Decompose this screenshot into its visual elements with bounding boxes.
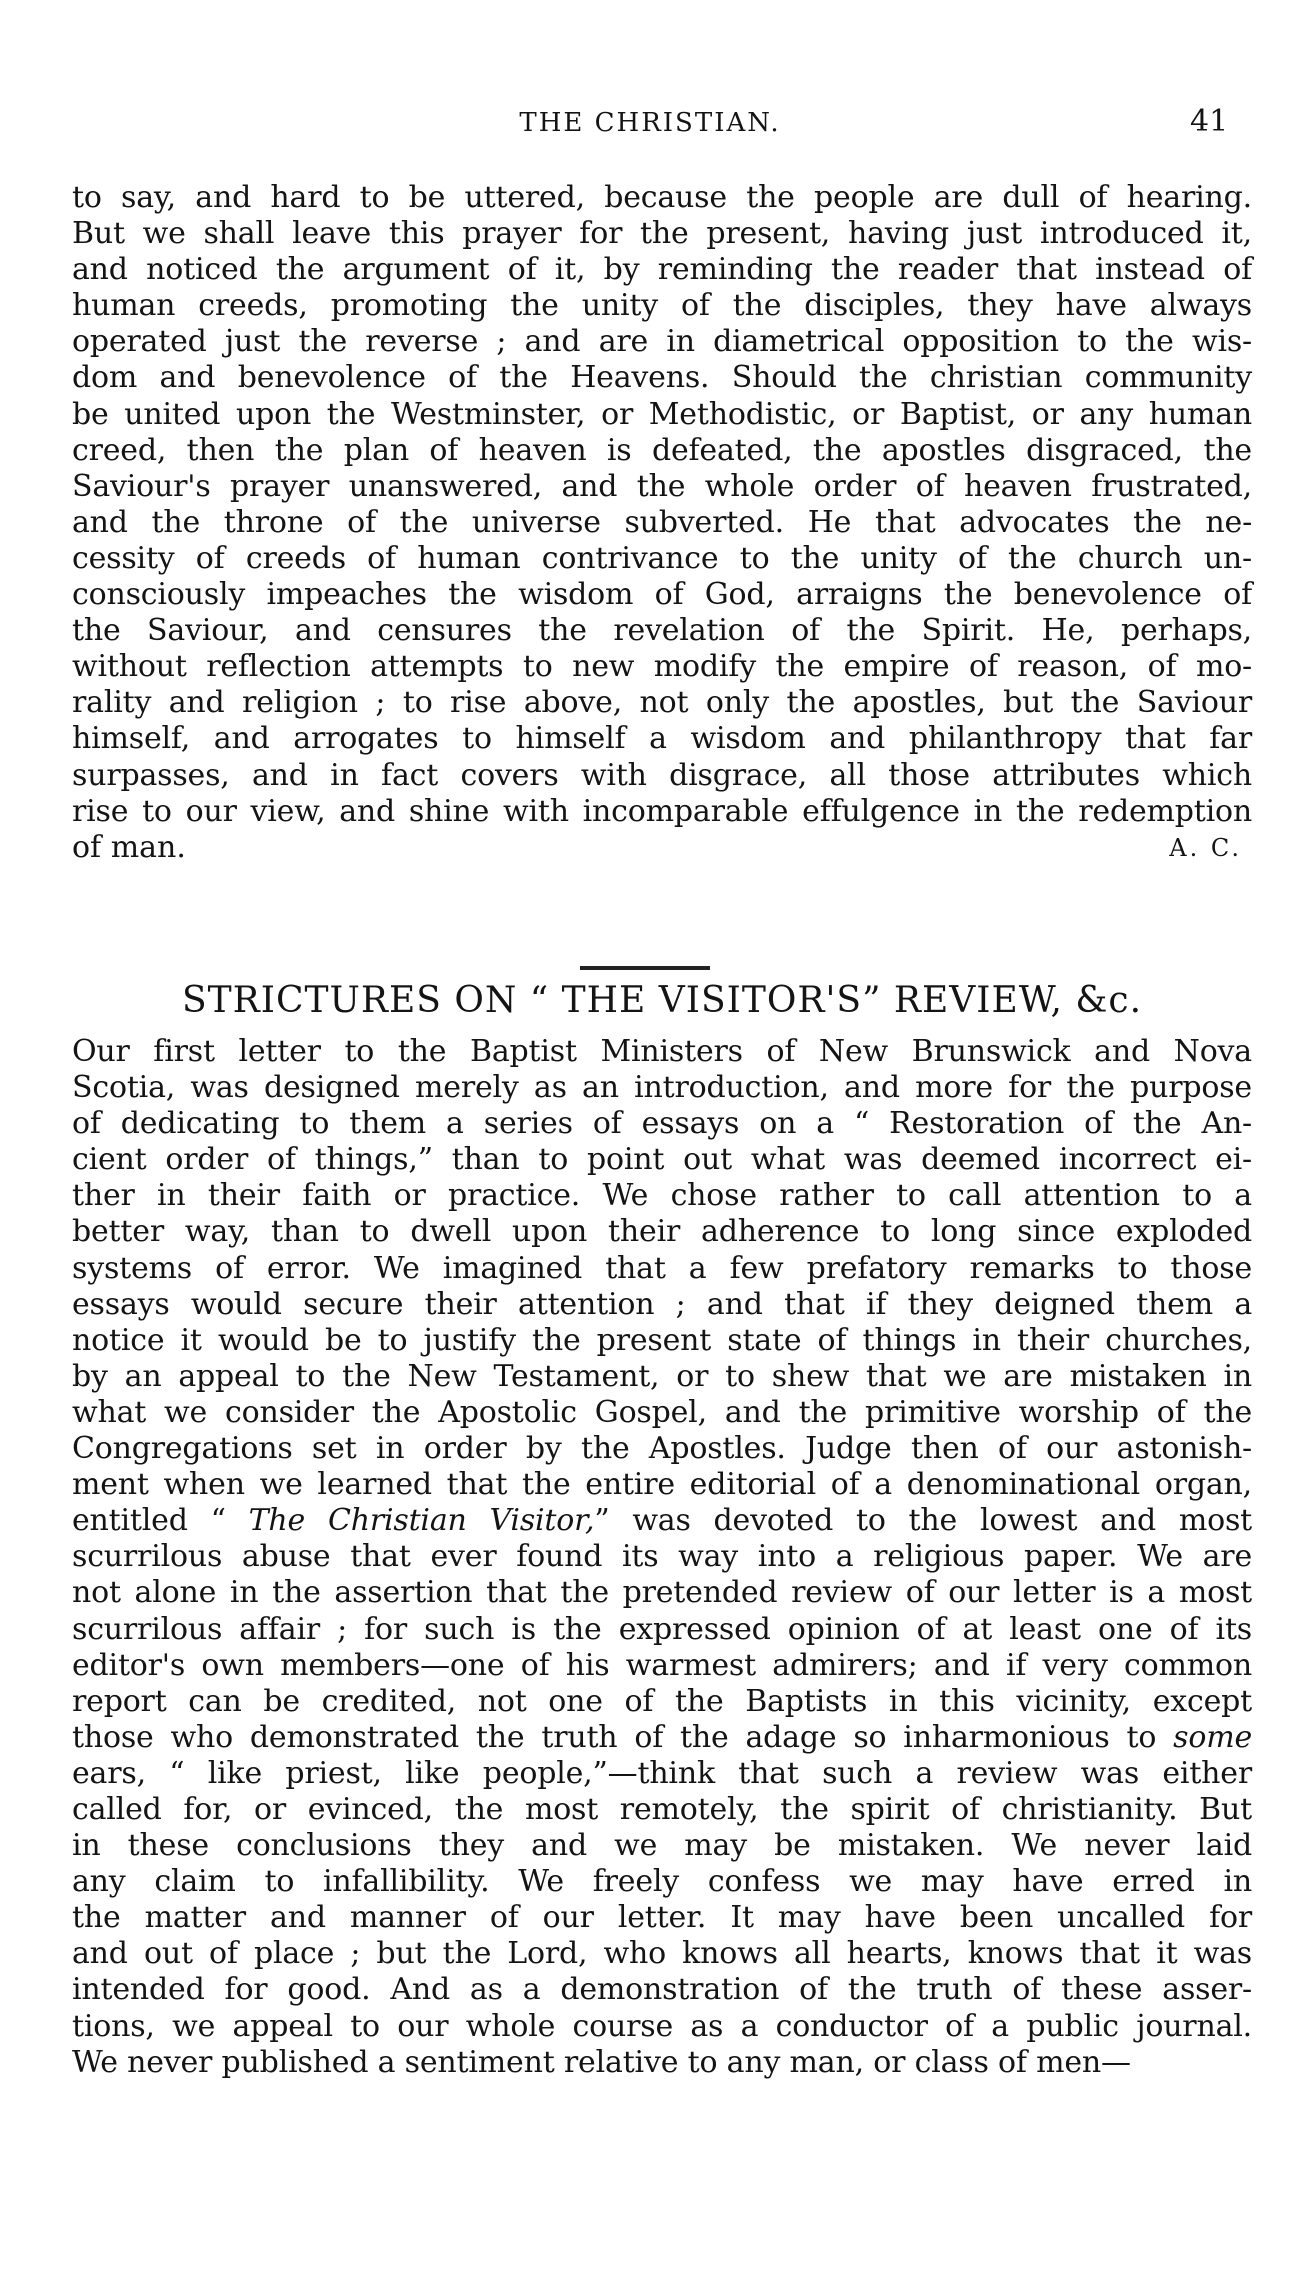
text-line: scurrilous affair ; for such is the expressed opinion of at least one of its: [72, 1611, 1252, 1647]
text-line: editor's own members—one of his warmest admirers; and if very common: [72, 1647, 1252, 1683]
text-line: ears, “ like priest, like people,”—think that such a review was either: [72, 1755, 1252, 1791]
text-line: We never published a sentiment relative to any man, or class of men—: [72, 2044, 1131, 2080]
text-line: human creeds, promoting the unity of the disciples, they have always: [72, 288, 1252, 324]
text-line: the Saviour, and censures the revelation of the Spirit. He, perhaps,: [72, 613, 1252, 649]
text-line: dom and benevolence of the Heavens. Should the christian community: [72, 360, 1252, 396]
closing-words: of man.: [72, 829, 186, 865]
text-line: the matter and manner of our letter. It may have been uncalled for: [72, 1900, 1252, 1936]
text-line: not alone in the assertion that the pretended review of our letter is a most: [72, 1575, 1252, 1611]
text-line: to say, and hard to be uttered, because the people are dull of hearing.: [72, 180, 1252, 215]
text-line: tions, we appeal to our whole course as a conductor of a public journal.: [72, 2008, 1252, 2044]
text-line: in these conclusions they and we may be mistaken. We never laid: [72, 1828, 1252, 1864]
text-line: of dedicating to them a series of essays on a “ Restoration of the An-: [72, 1106, 1252, 1142]
text-line: Congregations set in order by the Apostles. Judge then of our astonish-: [72, 1431, 1252, 1467]
section-divider-rule: [580, 966, 710, 970]
text-line: without reflection attempts to new modify the empire of reason, of mo-: [72, 649, 1252, 685]
text-line: essays would secure their attention ; and that if they deigned them a: [72, 1286, 1252, 1322]
periodical-title: The Christian Visitor,: [248, 1503, 595, 1539]
text-line: intended for good. And as a demonstration of the truth of these asser-: [72, 1972, 1252, 2008]
text-line: and the throne of the universe subverted. He that advocates the ne-: [72, 504, 1252, 540]
text-line: any claim to infallibility. We freely confess we may have erred in: [72, 1864, 1252, 1900]
text-line: Our first letter to the Baptist Ministers of New Brunswick and Nova: [72, 1034, 1252, 1069]
author-initials: A. C.: [1169, 833, 1242, 862]
text-line: report can be credited, not one of the Baptists in this vicinity, except: [72, 1683, 1252, 1719]
text-line: rise to our view, and shine with incomparable effulgence in the redemption: [72, 793, 1252, 829]
text-line: ment when we learned that the entire editorial of a denominational organ,: [72, 1467, 1252, 1503]
running-head: [0, 104, 1304, 148]
article-ac-body: [72, 180, 1252, 866]
section-heading: STRICTURES ON “ THE VISITOR'S” REVIEW, &c.: [181, 980, 1143, 1021]
strictures-article-body: [72, 1034, 1252, 2081]
text-line: operated just the reverse ; and are in diametrical opposition to the wis-: [72, 324, 1252, 360]
text-line: and noticed the argument of it, by reminding the reader that instead of: [72, 252, 1252, 288]
emphasized-word: some: [1173, 1719, 1252, 1755]
text-line: called for, or evinced, the most remotely, the spirit of christianity. But: [72, 1791, 1252, 1827]
page-number: 41: [1190, 104, 1229, 139]
text-line: cient order of things,” than to point out what was deemed incorrect ei-: [72, 1142, 1252, 1178]
text-line: and out of place ; but the Lord, who knows all hearts, knows that it was: [72, 1936, 1252, 1972]
text-line: rality and religion ; to rise above, not only the apostles, but the Saviour: [72, 685, 1252, 721]
text-line: be united upon the Westminster, or Methodistic, or Baptist, or any human: [72, 396, 1252, 432]
text-line: by an appeal to the New Testament, or to shew that we are mistaken in: [72, 1358, 1252, 1394]
text-line: scurrilous abuse that ever found its way into a religious paper. We are: [72, 1539, 1252, 1575]
text-line: cessity of creeds of human contrivance to the unity of the church un-: [72, 540, 1252, 576]
text-line: what we consider the Apostolic Gospel, and the primitive worship of the: [72, 1394, 1252, 1430]
text-line: Scotia, was designed merely as an introduction, and more for the purpose: [72, 1070, 1252, 1106]
text-line: surpasses, and in fact covers with disgrace, all those attributes which: [72, 757, 1252, 793]
text-line: systems of error. We imagined that a few prefatory remarks to those: [72, 1250, 1252, 1286]
article-ac-closing-line: [72, 830, 1252, 866]
running-title: THE CHRISTIAN.: [519, 108, 781, 138]
text-line: those who demonstrated the truth of the adage so inharmonious to some: [72, 1719, 1252, 1755]
text-line: consciously impeaches the wisdom of God, arraigns the benevolence of: [72, 577, 1252, 613]
text-line: ther in their faith or practice. We chose rather to call attention to a: [72, 1178, 1252, 1214]
text-line: creed, then the plan of heaven is defeated, the apostles disgraced, the: [72, 432, 1252, 468]
text-line: But we shall leave this prayer for the present, having just introduced it,: [72, 216, 1252, 252]
text-line: Saviour's prayer unanswered, and the whole order of heaven frustrated,: [72, 468, 1252, 504]
text-line: entitled “ The Christian Visitor,” was devoted to the lowest and most: [72, 1503, 1252, 1539]
text-line: better way, than to dwell upon their adherence to long since exploded: [72, 1214, 1252, 1250]
text-line: notice it would be to justify the present state of things in their churches,: [72, 1322, 1252, 1358]
text-line: himself, and arrogates to himself a wisdom and philanthropy that far: [72, 721, 1252, 757]
